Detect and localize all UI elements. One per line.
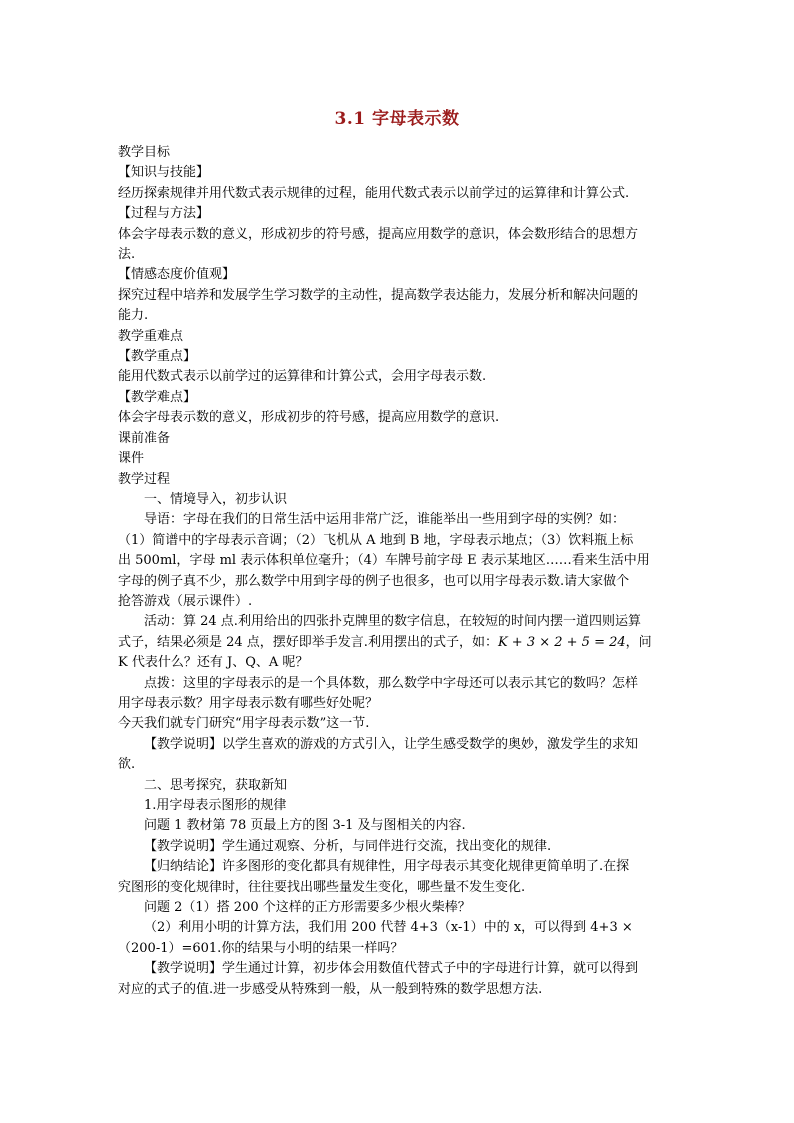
- subsection-heading: 【过程与方法】: [118, 206, 210, 222]
- teaching-note: 【教学说明】学生通过观察、分析，与同伴进行交流，找出变化的规律.: [144, 838, 552, 854]
- paragraph-line: 能力.: [118, 308, 149, 324]
- paragraph-line: 字母的例子真不少，那么数学中用到字母的例子也很多，也可以用字母表示数.请大家做个: [118, 573, 630, 589]
- part-heading: 二、思考探究，获取新知: [144, 777, 288, 793]
- paragraph-line: （200-1）=601.你的结果与小明的结果一样吗？: [118, 940, 404, 956]
- subsection-heading: 【教学重点】: [118, 349, 197, 365]
- subsection-heading: 【情感态度价值观】: [118, 267, 236, 283]
- section-heading: 课前准备: [118, 430, 171, 446]
- paragraph-line: 用字母表示数？用字母表示数有哪些好处呢？: [118, 695, 379, 711]
- paragraph-line: 体会字母表示数的意义，形成初步的符号感，提高应用数学的意识，体会数形结合的思想方: [118, 226, 639, 242]
- paragraph-line: 导语：字母在我们的日常生活中运用非常广泛，谁能举出一些用到字母的实例？如：: [144, 512, 626, 528]
- paragraph-line: 问题 1 教材第 78 页最上方的图 3-1 及与图相关的内容.: [144, 818, 466, 834]
- paragraph-line: 出 500ml，字母 ml 表示体积单位毫升；（4）车牌号前字母 E 表示某地区……看来生活中用: [118, 553, 650, 569]
- paragraph-line: 探究过程中培养和发展学生学习数学的主动性，提高数学表达能力，发展分析和解决问题的: [118, 287, 639, 303]
- paragraph-line: 今天我们就专门研究“用字母表示数”这一节.: [118, 716, 370, 732]
- document-title: 3.1 字母表示数: [334, 109, 460, 129]
- paragraph-line: 体会字母表示数的意义，形成初步的符号感，提高应用数学的意识.: [118, 410, 500, 426]
- section-heading: 教学目标: [118, 145, 171, 160]
- teaching-note: 【教学说明】以学生喜欢的游戏的方式引入，让学生感受数学的奥妙，激发学生的求知: [144, 736, 639, 752]
- paragraph-text: 式子，结果必须是 24 点，摆好即举手发言.利用摆出的式子，如：: [118, 634, 498, 650]
- part-heading: 一、情境导入，初步认识: [144, 491, 288, 507]
- paragraph-line: （2）利用小明的计算方法，我们用 200 代替 4+3（x-1）中的 x，可以得到 4+3 ×: [144, 920, 633, 936]
- paragraph-line: 活动：算 24 点.利用给出的四张扑克牌里的数字信息，在较短的时间内摆一道四则运算: [144, 614, 641, 630]
- paragraph-line: K 代表什么？还有 J、Q、A 呢？: [118, 655, 309, 671]
- paragraph-line: 法.: [118, 247, 136, 263]
- paragraph-line: （1）简谱中的字母表示音调；（2）飞机从 A 地到 B 地，字母表示地点；（3）饮料瓶上标: [118, 532, 634, 548]
- paragraph-line: 课件: [118, 451, 145, 467]
- subsection-heading: 【教学难点】: [118, 389, 197, 405]
- conclusion: 【归纳结论】许多图形的变化都具有规律性，用字母表示其变化规律更简单明了.在探: [144, 859, 630, 875]
- section-heading: 教学重难点: [118, 328, 184, 344]
- teaching-note: 【教学说明】学生通过计算，初步体会用数值代替式子中的字母进行计算，就可以得到: [144, 961, 639, 977]
- paragraph-line: 对应的式子的值.进一步感受从特殊到一般，从一般到特殊的数学思想方法.: [118, 981, 543, 997]
- section-heading: 教学过程: [118, 471, 171, 487]
- topic-heading: 1.用字母表示图形的规律: [144, 798, 287, 813]
- paragraph-line: 欲.: [118, 757, 136, 773]
- paragraph-line: 经历探索规律并用代数式表示规律的过程，能用代数式表示以前学过的运算律和计算公式.: [118, 185, 630, 201]
- paragraph-text: ，问: [625, 634, 652, 650]
- subsection-heading: 【知识与技能】: [118, 165, 210, 181]
- paragraph-line: 究图形的变化规律时，往往要找出哪些量发生变化，哪些量不发生变化.: [118, 879, 526, 895]
- paragraph-line: 问题 2（1）搭 200 个这样的正方形需要多少根火柴棒？: [144, 900, 471, 916]
- paragraph-line: 点拨：这里的字母表示的是一个具体数，那么数学中字母还可以表示其它的数吗？怎样: [144, 675, 639, 691]
- formula: K + 3 × 2 + 5 = 24: [497, 634, 626, 650]
- paragraph-line: 抢答游戏（展示课件）.: [118, 593, 253, 609]
- paragraph-line-with-formula: [118, 633, 676, 653]
- paragraph-line: 能用代数式表示以前学过的运算律和计算公式，会用字母表示数.: [118, 369, 487, 385]
